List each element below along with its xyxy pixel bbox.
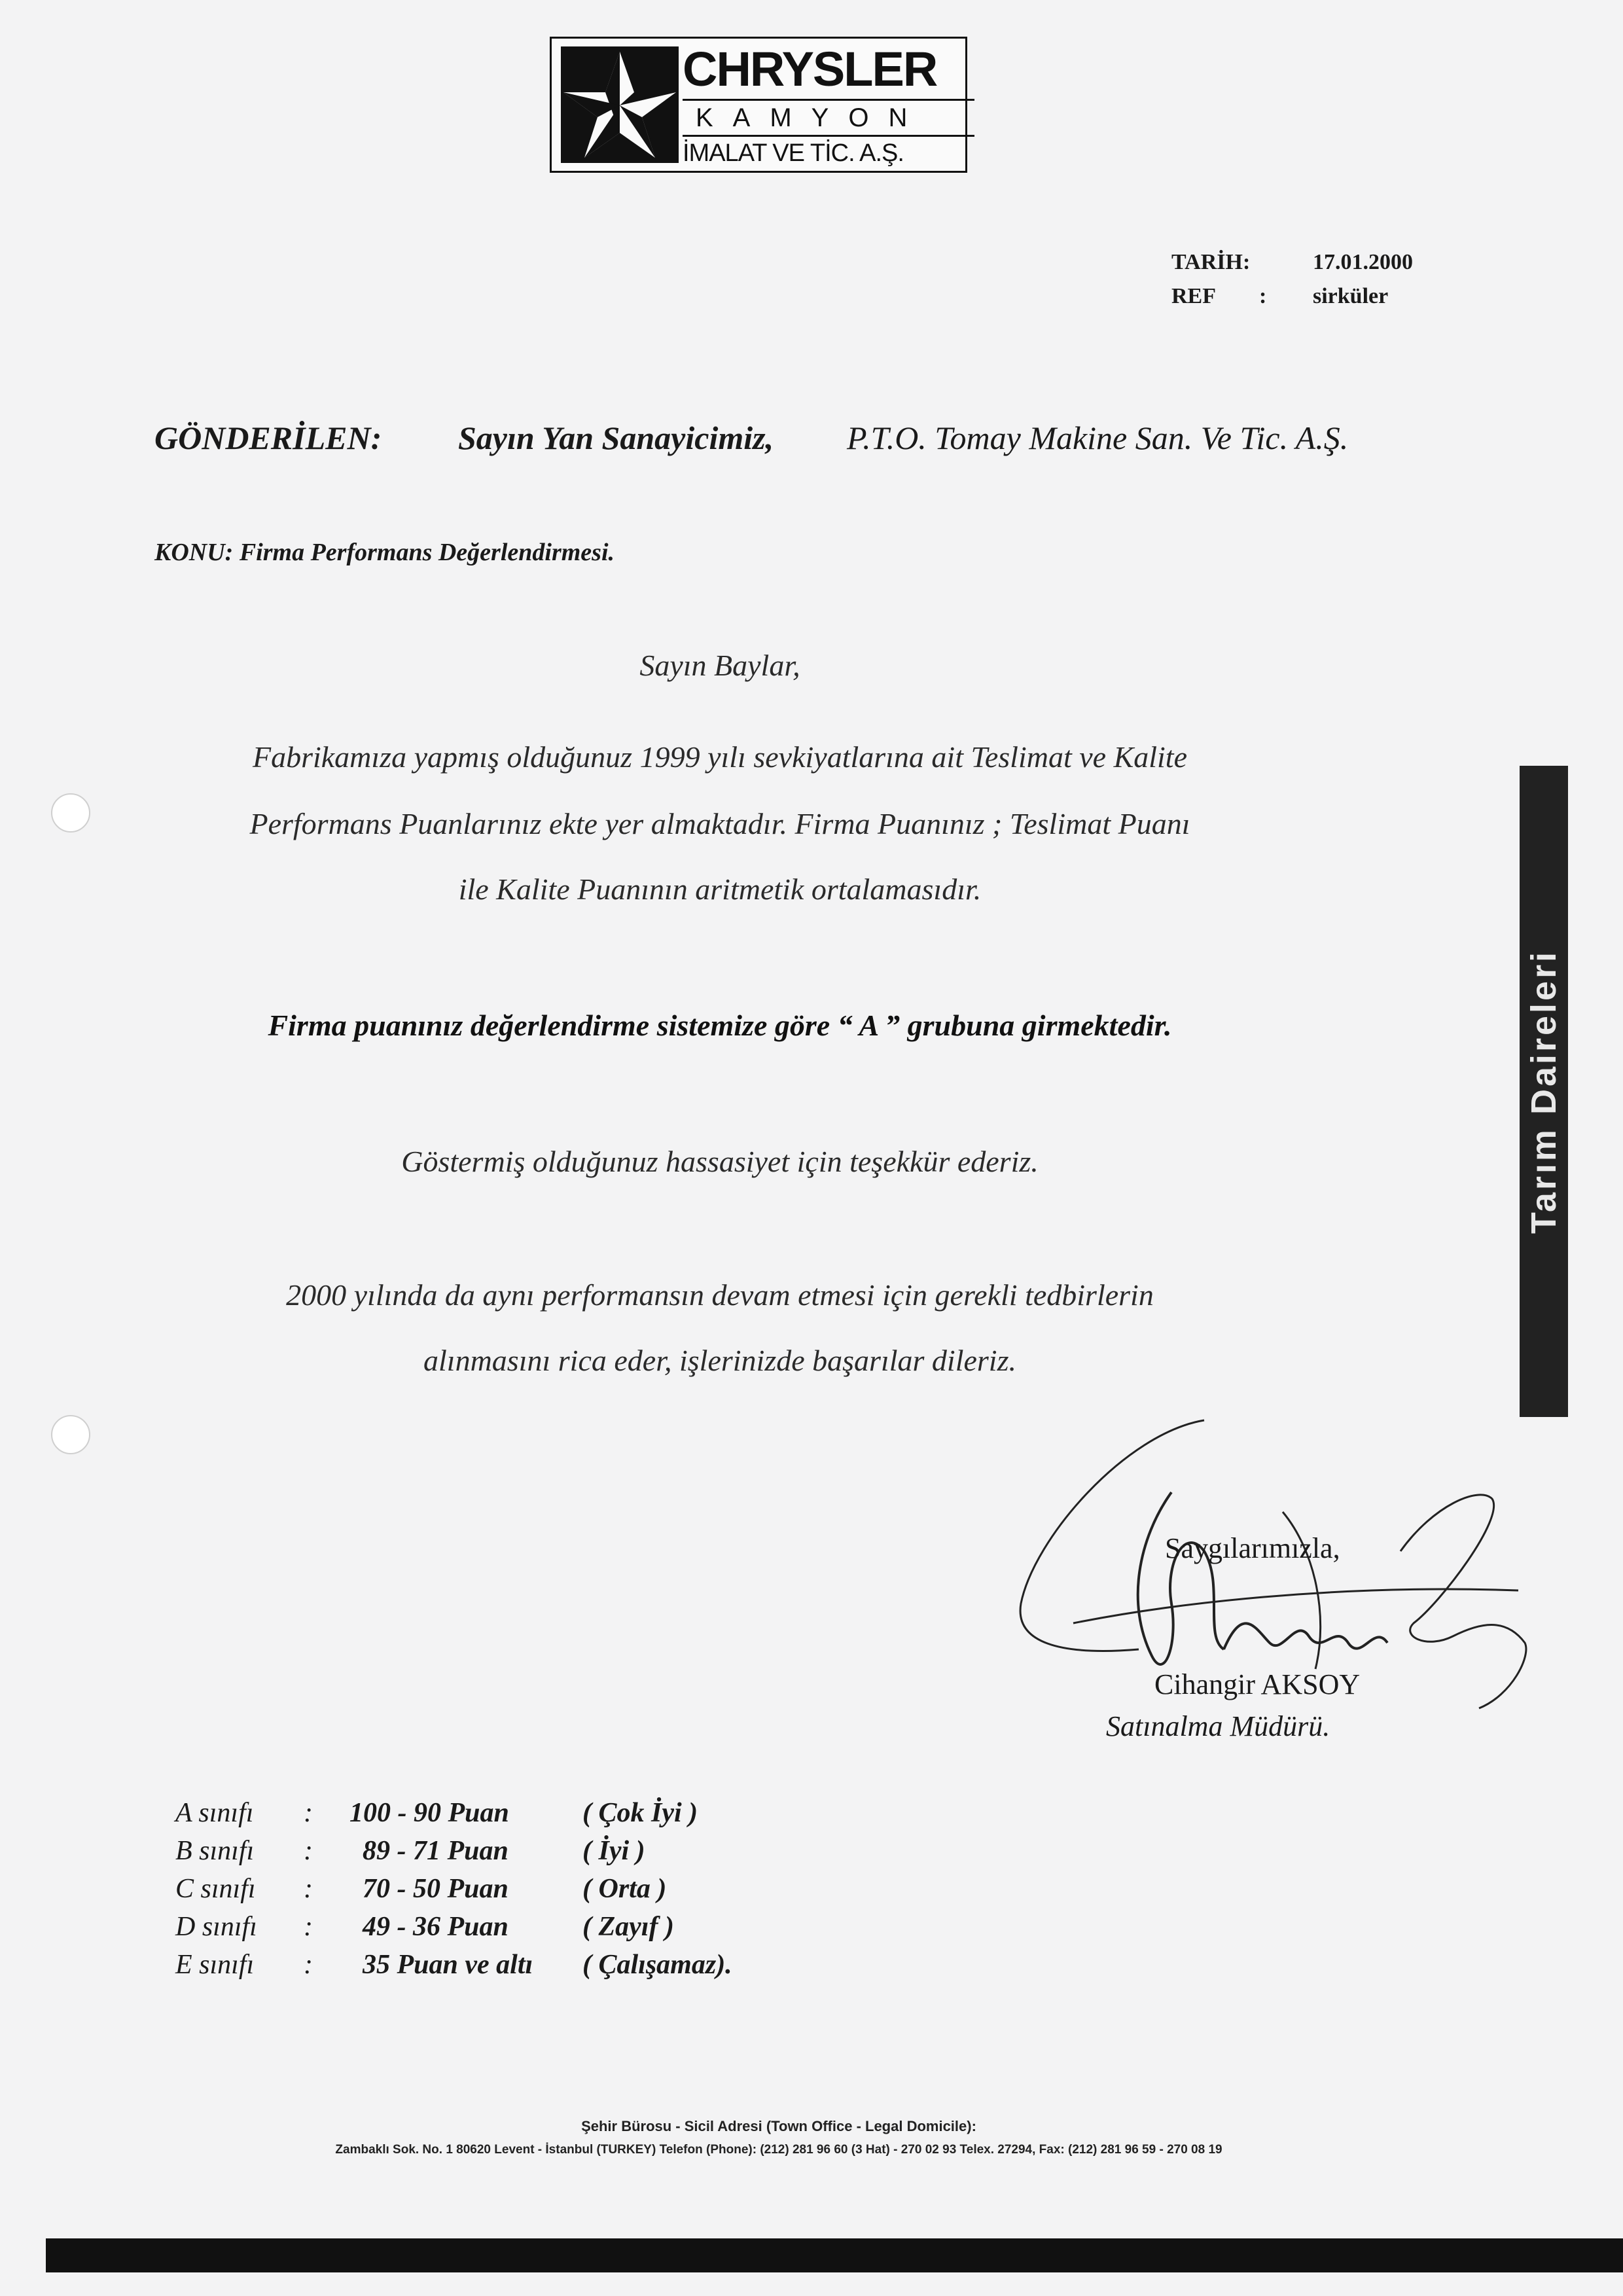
grade-table [175, 1797, 830, 1987]
logo-text [683, 39, 965, 171]
grade-desc: ( Çok İyi ) [582, 1798, 698, 1828]
closing: Saygılarımızla, [1165, 1532, 1340, 1564]
paragraph-1-line-1: Fabrikamıza yapmış olduğunuz 1999 yılı sevkiyatlarına ait Teslimat ve Kalite [252, 740, 1188, 774]
grade-desc: ( Zayıf ) [582, 1912, 674, 1942]
paragraph-1-line-2: Performans Puanlarınız ekte yer almaktadır. Firma Puanınız ; Teslimat Puanı [249, 807, 1190, 840]
grade-row-b [175, 1835, 830, 1873]
logo-imalat: İMALAT VE TİC. A.Ş. [683, 139, 904, 167]
company-logo [550, 37, 967, 173]
grade-separator: : [304, 1836, 313, 1866]
greeting: Sayın Baylar, [639, 649, 800, 682]
thanks-line: Göstermiş olduğunuz hassasiyet için teşekkür ederiz. [401, 1145, 1039, 1178]
ref-value: sirküler [1313, 284, 1389, 308]
grade-desc: ( Orta ) [582, 1874, 667, 1904]
grade-row-a [175, 1797, 830, 1835]
ref-label: REF [1171, 284, 1216, 308]
footer-address: Zambaklı Sok. No. 1 80620 Levent - İstanbul (TURKEY) Telefon (Phone): (212) 281 96 60 (3 Hat) - 270 02 93 Telex. 27294, Fax: (212) 281 96 59 - 270 08 19 [335, 2143, 1222, 2157]
paragraph-3-line-2: alınmasını rica eder, işlerinizde başarılar dileriz. [423, 1344, 1016, 1377]
grade-separator: : [304, 1950, 313, 1980]
grade-class: B sınıfı [175, 1836, 255, 1866]
ref-separator: : [1259, 284, 1267, 308]
grade-class: A sınıfı [175, 1798, 254, 1828]
grade-class: C sınıfı [175, 1874, 256, 1904]
paragraph-3-line-1: 2000 yılında da aynı performansın devam etmesi için gerekli tedbirlerin [286, 1278, 1154, 1312]
punch-hole-top [51, 793, 90, 833]
date-label: TARİH: [1171, 250, 1251, 274]
recipient-salutation: Sayın Yan Sanayicimiz, [458, 420, 774, 456]
grade-desc: ( Çalışamaz). [582, 1950, 732, 1980]
grade-class: D sınıfı [175, 1912, 257, 1942]
paragraph-1-line-3: ile Kalite Puanının aritmetik ortalamasıdır. [458, 872, 982, 906]
grade-separator: : [304, 1874, 313, 1904]
grade-range: 70 - 50 Puan [363, 1874, 508, 1904]
subject-line: KONU: Firma Performans Değerlendirmesi. [154, 539, 615, 566]
logo-kamyon: KAMYON [683, 99, 974, 137]
side-stamp-text: Tarım Daireleri [1524, 949, 1563, 1234]
recipient-label: GÖNDERİLEN: [154, 420, 382, 456]
grade-desc: ( İyi ) [582, 1836, 645, 1866]
grade-separator: : [304, 1798, 313, 1828]
side-stamp [1520, 766, 1568, 1417]
pentastar-icon [561, 46, 679, 163]
footer-office-label: Şehir Bürosu - Sicil Adresi (Town Office - Legal Domicile): [581, 2118, 976, 2134]
grade-row-e [175, 1949, 830, 1987]
grade-row-d [175, 1911, 830, 1949]
grade-class: E sınıfı [175, 1950, 255, 1980]
recipient-company: P.T.O. Tomay Makine San. Ve Tic. A.Ş. [847, 420, 1349, 456]
bottom-scan-edge [46, 2238, 1623, 2272]
grade-range: 100 - 90 Puan [349, 1798, 509, 1828]
highlight-statement: Firma puanınız değerlendirme sistemize göre “ A ” grubuna girmektedir. [268, 1009, 1172, 1042]
logo-brand: CHRYSLER [683, 42, 937, 96]
grade-range: 89 - 71 Puan [363, 1836, 508, 1866]
grade-row-c [175, 1873, 830, 1911]
signatory-name: Cihangir AKSOY [1154, 1668, 1361, 1700]
signatory-title: Satınalma Müdürü. [1106, 1710, 1330, 1742]
grade-separator: : [304, 1912, 313, 1942]
punch-hole-bottom [51, 1415, 90, 1454]
grade-range: 35 Puan ve altı [363, 1950, 533, 1980]
grade-range: 49 - 36 Puan [363, 1912, 508, 1942]
date-value: 17.01.2000 [1313, 250, 1413, 274]
